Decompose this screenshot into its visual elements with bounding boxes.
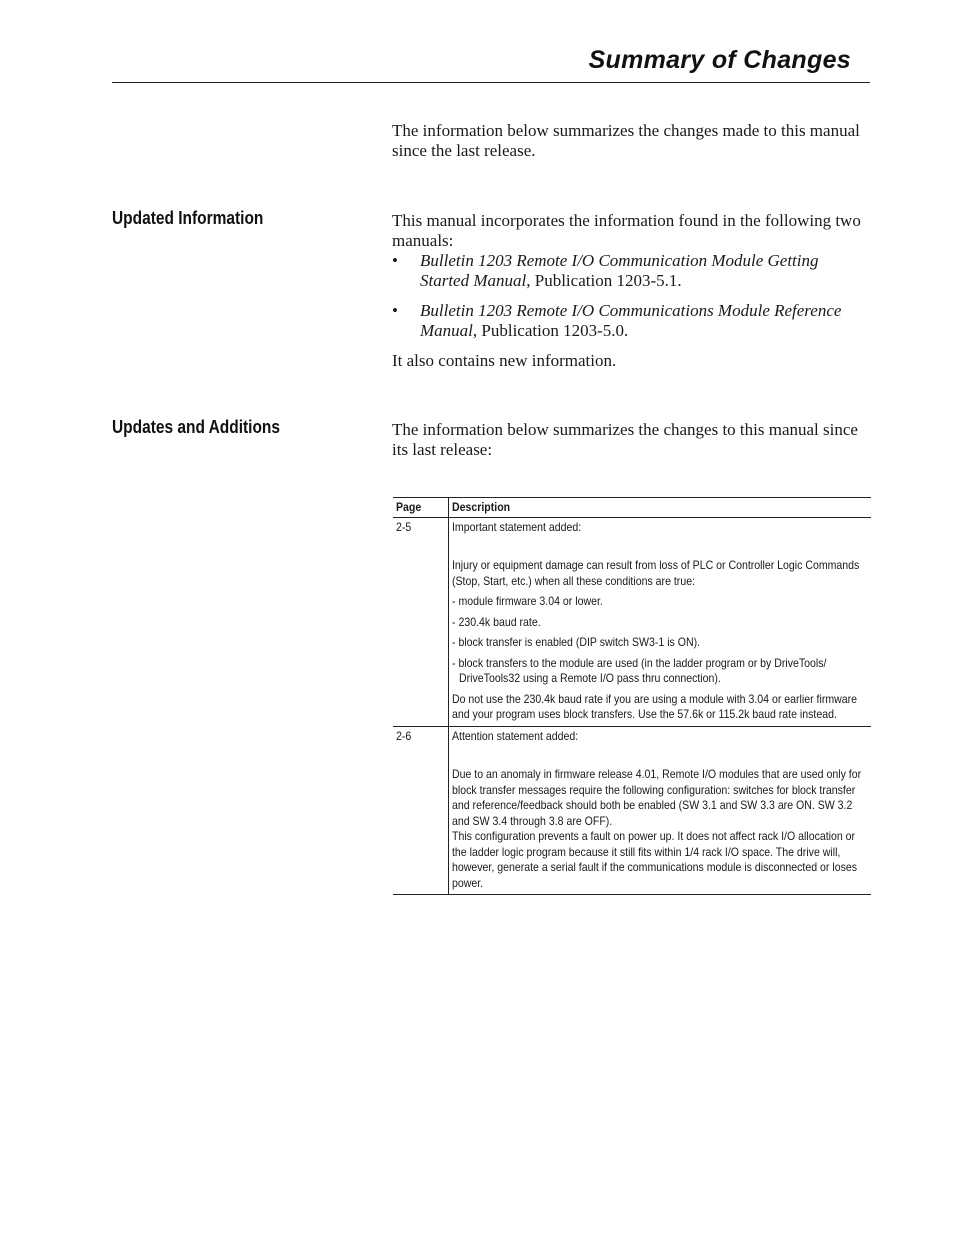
condition-item: - block transfers to the module are used (in the ladder program or by DriveTools/ DriveTools32 using a Remote I/O pass thru connection).	[452, 655, 827, 685]
manual-title: Bulletin 1203 Remote I/O Communication Module Getting Started Manual	[420, 251, 819, 290]
title-rule	[112, 82, 870, 83]
manual-title: Bulletin 1203 Remote I/O Communications Module Reference Manual	[420, 301, 842, 340]
page-cell: 2-6	[393, 727, 449, 895]
updates-additions-heading: Updates and Additions	[112, 417, 280, 437]
table-header-row	[393, 497, 871, 518]
bullet-dot: •	[392, 301, 398, 320]
condition-item: - 230.4k baud rate.	[452, 614, 541, 629]
description-paragraph: This configuration prevents a fault on power up. It does not affect rack I/O allocation or the ladder logic program because it still fits within 1/4 rack I/O space. The drive will, however, generate a serial fault if the communications module is disconnected or loses power.	[452, 829, 858, 890]
description-cell	[449, 518, 871, 726]
updated-information-lead: This manual incorporates the information found in the following two manuals:	[392, 211, 861, 250]
publication-ref: , Publication 1203-5.1.	[526, 271, 682, 290]
description-column-header: Description	[452, 500, 511, 514]
changes-table	[393, 497, 871, 895]
table-row	[393, 727, 871, 896]
statement-label: Attention statement added:	[452, 728, 579, 743]
page-column-header: Page	[393, 498, 449, 517]
description-paragraph: Due to an anomaly in firmware release 4.01, Remote I/O modules that are used only for block transfer messages require the following configuration: switches for block transfer and reference/feedback should both be enabled (SW 3.1 and SW 3.3 are ON. SW 3.2 and SW 3.4 through 3.8 are OFF).	[452, 767, 862, 828]
description-paragraph: Do not use the 230.4k baud rate if you are using a module with 3.04 or earlier firmware and your program uses block transfers. Use the 57.6k or 115.2k baud rate instead.	[452, 691, 858, 721]
bullet-dot: •	[392, 251, 398, 270]
description-paragraph: Injury or equipment damage can result from loss of PLC or Controller Logic Commands (Stop, Start, etc.) when all these conditions are true:	[452, 558, 860, 588]
condition-item: - module firmware 3.04 or lower.	[452, 594, 603, 608]
statement-label: Important statement added:	[452, 519, 582, 534]
updated-information-closing: It also contains new information.	[392, 351, 617, 370]
updated-information-heading: Updated Information	[112, 208, 264, 228]
table-row	[393, 518, 871, 727]
bullet-text	[420, 251, 870, 291]
intro-paragraph: The information below summarizes the changes made to this manual since the last release.	[392, 121, 860, 160]
description-cell	[449, 727, 871, 895]
bullet-text	[420, 301, 870, 341]
condition-item: - block transfer is enabled (DIP switch SW3-1 is ON).	[452, 635, 701, 649]
publication-ref: , Publication 1203-5.0.	[472, 321, 629, 340]
page-title: Summary of Changes	[588, 46, 851, 74]
updates-additions-lead: The information below summarizes the changes to this manual since its last release:	[392, 420, 858, 459]
page-cell: 2-5	[393, 518, 449, 726]
